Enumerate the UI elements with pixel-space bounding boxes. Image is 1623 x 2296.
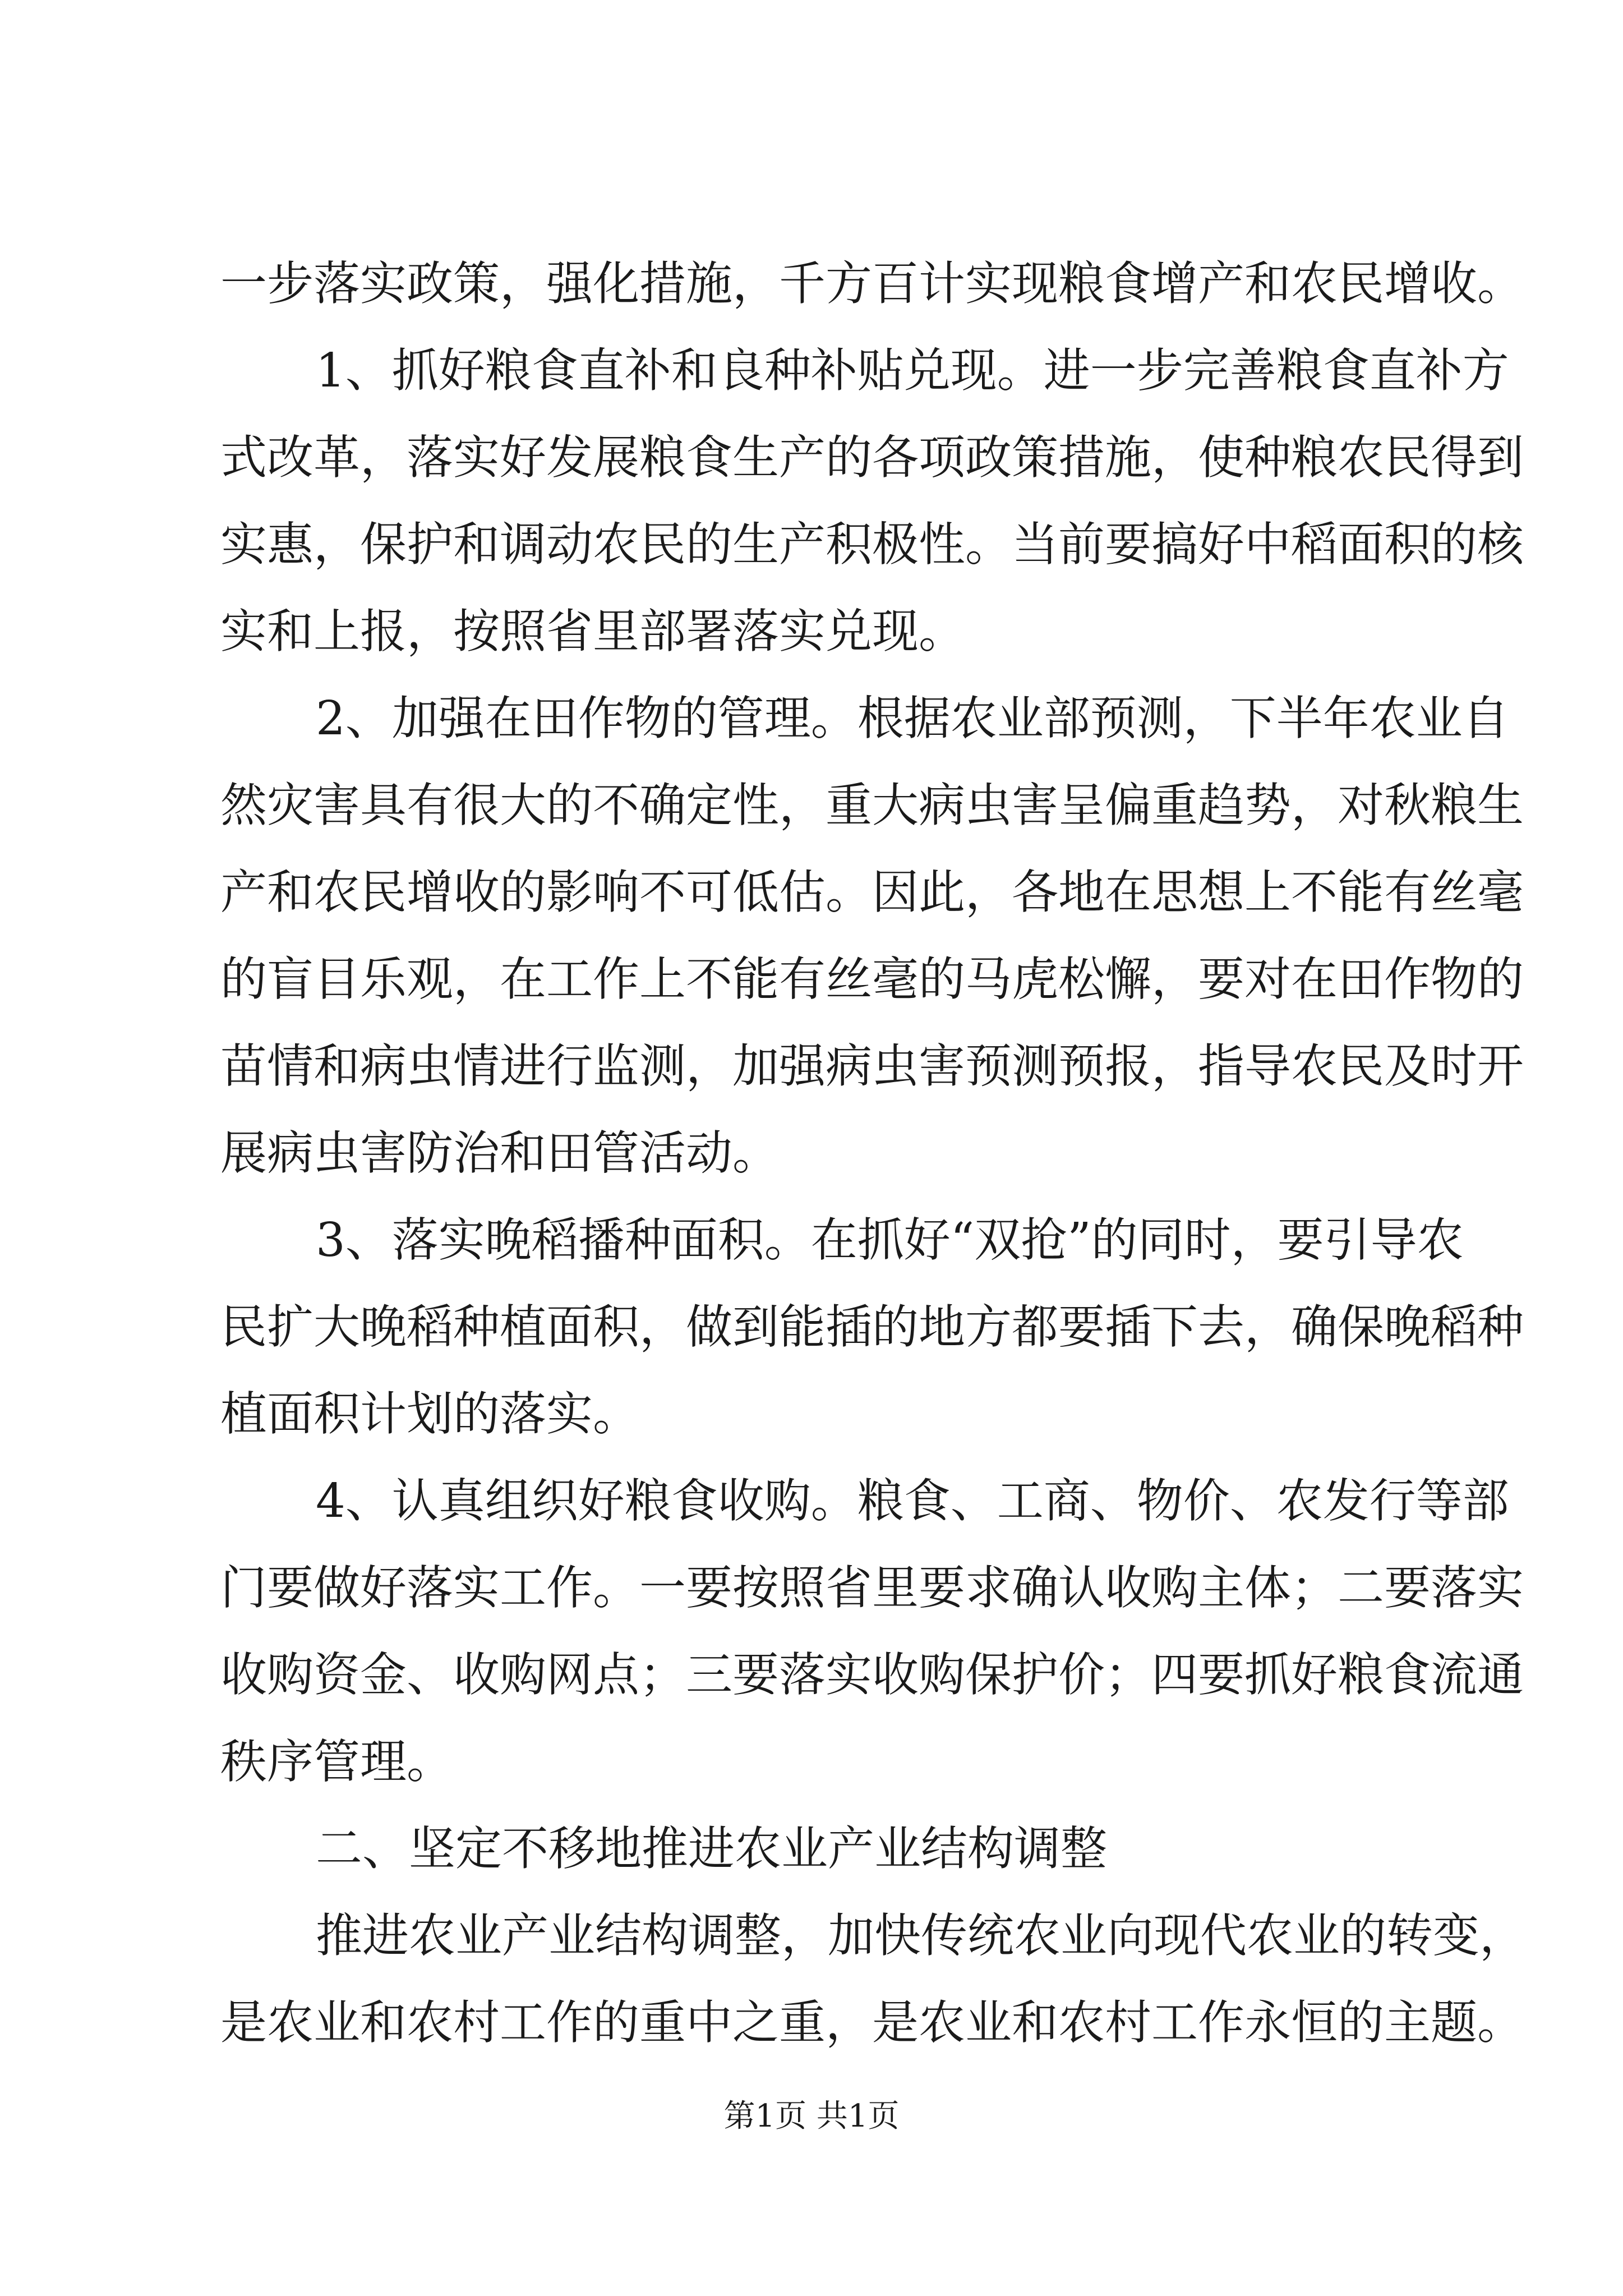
- text-line: 式改革，落实好发展粮食生产的各项政策措施，使种粮农民得到: [220, 430, 1524, 485]
- text-line: 门要做好落实工作。一要按照省里要求确认收购主体；二要落实: [220, 1561, 1524, 1615]
- text-line: 产和农民增收的影响不可低估。因此，各地在思想上不能有丝毫: [220, 865, 1524, 919]
- text-line: 1、抓好粮食直补和良种补贴兑现。进一步完善粮食直补方: [316, 343, 1509, 398]
- text-line: 实和上报，按照省里部署落实兑现。: [220, 604, 965, 659]
- text-line: 苗情和病虫情进行监测，加强病虫害预测预报，指导农民及时开: [220, 1039, 1524, 1093]
- text-line: 实惠，保护和调动农民的生产积极性。当前要搞好中稻面积的核: [220, 517, 1524, 572]
- text-line: 然灾害具有很大的不确定性，重大病虫害呈偏重趋势，对秋粮生: [220, 778, 1524, 832]
- text-line: 秩序管理。: [220, 1734, 453, 1789]
- text-line: 推进农业产业结构调整，加快传统农业向现代农业的转变，: [316, 1908, 1526, 1963]
- text-line: 2、加强在田作物的管理。根据农业部预测，下半年农业自: [316, 691, 1509, 746]
- text-line: 展病虫害防治和田管活动。: [220, 1126, 779, 1180]
- text-line: 植面积计划的落实。: [220, 1387, 639, 1441]
- text-line: 一步落实政策，强化措施，千方百计实现粮食增产和农民增收。: [220, 256, 1524, 311]
- text-line: 收购资金、收购网点；三要落实收购保护价；四要抓好粮食流通: [220, 1648, 1524, 1702]
- page-footer: 第1页 共1页: [723, 2098, 900, 2134]
- text-line: 是农业和农村工作的重中之重，是农业和农村工作永恒的主题。: [220, 1995, 1524, 2050]
- text-line: 民扩大晚稻种植面积，做到能插的地方都要插下去，确保晚稻种: [220, 1300, 1524, 1354]
- text-line: 3、落实晚稻播种面积。在抓好“双抢”的同时，要引导农: [316, 1213, 1464, 1267]
- text-line: 4、认真组织好粮食收购。粮食、工商、物价、农发行等部: [316, 1474, 1509, 1528]
- text-line: 的盲目乐观，在工作上不能有丝毫的马虎松懈，要对在田作物的: [220, 952, 1524, 1006]
- text-line: 二、坚定不移地推进农业产业结构调整: [316, 1821, 1107, 1876]
- body-text: [220, 240, 1526, 2066]
